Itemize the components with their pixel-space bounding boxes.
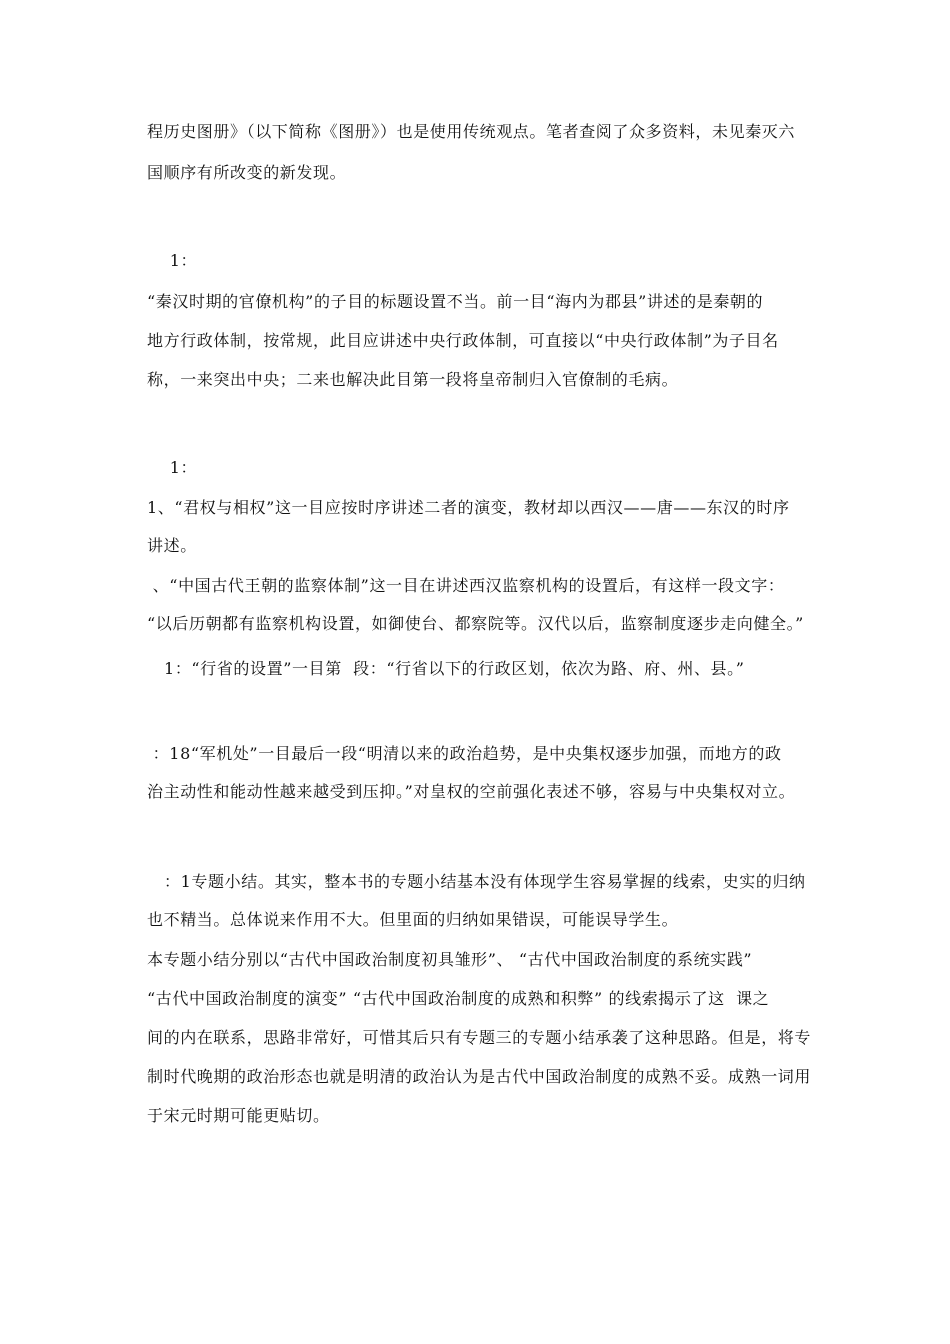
section-marker: 1： — [147, 458, 198, 477]
text-line: 本专题小结分别以“古代中国政治制度初具雏形”、 “古代中国政治制度的系统实践” — [147, 950, 753, 969]
text-line: 制时代晚期的政治形态也就是明清的政治认为是古代中国政治制度的成熟不妥。成熟一词用 — [147, 1067, 812, 1086]
text-line: 也不精当。总体说来作用不大。但里面的归纳如果错误，可能误导学生。 — [147, 910, 679, 929]
text-line: 于宋元时期可能更贴切。 — [147, 1106, 330, 1125]
section-marker: 1： — [147, 251, 198, 270]
text-line: 讲述。 — [147, 536, 197, 555]
text-line: 治主动性和能动性越来越受到压抑。”对皇权的空前强化表述不够，容易与中央集权对立。 — [147, 782, 796, 801]
text-line: 程历史图册》（以下简称《图册》）也是使用传统观点。笔者查阅了众多资料，未见秦灭六 — [147, 122, 796, 141]
text-line: ：1专题小结。其实，整本书的专题小结基本没有体现学生容易掌握的线索，史实的归纳 — [147, 872, 806, 891]
text-line: 国顺序有所改变的新发现。 — [147, 163, 347, 182]
text-line: “以后历朝都有监察机构设置，如御使台、都察院等。汉代以后，监察制度逐步走向健全。” — [147, 614, 804, 633]
text-line: “秦汉时期的官僚机构”的子目的标题设置不当。前一目“海内为郡县”讲述的是秦朝的 — [147, 292, 764, 311]
text-line: 称，一来突出中央；二来也解决此目第一段将皇帝制归入官僚制的毛病。 — [147, 370, 679, 389]
text-line: 地方行政体制，按常规，此目应讲述中央行政体制，可直接以“中央行政体制”为子目名 — [147, 331, 779, 350]
text-line: 1、“君权与相权”这一目应按时序讲述二者的演变，教材却以西汉——唐——东汉的时序 — [147, 498, 790, 517]
text-line: 间的内在联系，思路非常好，可惜其后只有专题三的专题小结承袭了这种思路。但是，将专 — [147, 1028, 812, 1047]
text-line: 、“中国古代王朝的监察体制”这一目在讲述西汉监察机构的设置后，有这样一段文字： — [147, 576, 785, 595]
text-line: “古代中国政治制度的演变” “古代中国政治制度的成熟和积弊” 的线索揭示了这 课之 — [147, 989, 770, 1008]
text-line: 1：“行省的设置”一目第 段：“行省以下的行政区划，依次为路、府、州、县。” — [147, 659, 745, 678]
text-line: ：18“军机处”一目最后一段“明清以来的政治趋势，是中央集权逐步加强，而地方的政 — [147, 744, 782, 763]
